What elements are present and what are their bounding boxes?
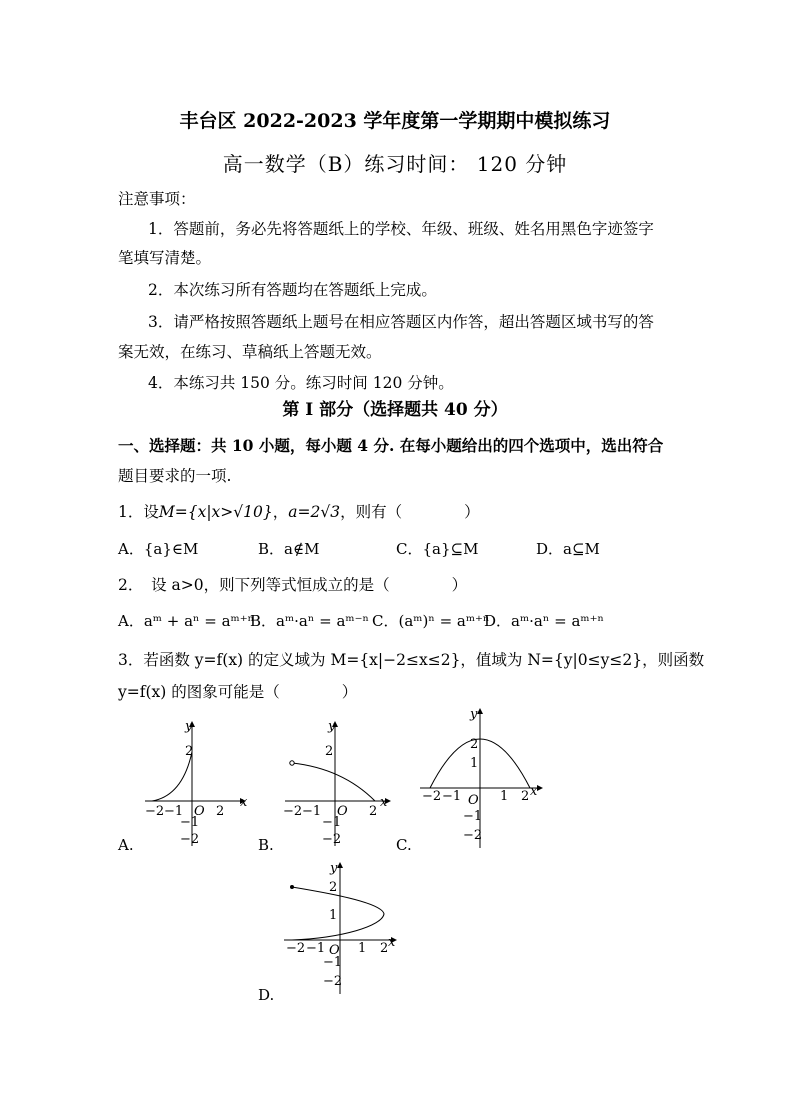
x-tick: −2: [422, 789, 442, 804]
graph-a: [140, 718, 250, 850]
x-tick: −1: [442, 789, 462, 804]
exam-subtitle: 高一数学（B）练习时间： 120 分钟: [222, 152, 568, 176]
y-tick: 2: [185, 744, 194, 759]
q1-stem: 1．设M={x|x>√10}，a=2√3，则有（ ）: [118, 503, 480, 521]
x-label: x: [388, 935, 396, 950]
q2-option-c: C．(aᵐ)ⁿ = aᵐ⁺ⁿ: [372, 612, 490, 630]
q3-stem: 3．若函数 y=f(x) 的定义域为 M={x|−2≤x≤2}，值域为 N={y|0≤y≤2}，则函数: [118, 651, 705, 669]
part1-heading: 第 I 部分（选择题共 40 分）: [282, 400, 508, 420]
function-curve: [292, 887, 384, 940]
open-endpoint: [290, 761, 294, 765]
y-tick: 2: [329, 880, 338, 895]
notice-heading: 注意事项：: [118, 190, 196, 208]
notice-item-4: 4．本练习共 150 分。练习时间 120 分钟。: [148, 374, 454, 392]
graph-b: [280, 718, 395, 850]
x-tick: −2: [286, 941, 306, 956]
x-tick: −2: [283, 804, 303, 819]
graph-c-label: C.: [396, 836, 412, 854]
x-tick: 2: [380, 941, 389, 956]
notice-item-3: 3．请严格按照答题纸上题号在相应答题区内作答，超出答题区域书写的答: [148, 313, 654, 331]
notice-item-1: 1．答题前，务必先将答题纸上的学校、年级、班级、姓名用黑色字迹签字: [148, 220, 654, 238]
page-title: 丰台区 2022-2023 学年度第一学期期中模拟练习: [179, 110, 611, 132]
y-tick: −1: [180, 815, 200, 830]
graph-c: [418, 706, 546, 852]
x-label: x: [380, 795, 388, 810]
graph-d-label: D.: [258, 986, 275, 1004]
q1-option-b: B．a∉M: [258, 540, 320, 558]
function-curve: [152, 752, 192, 801]
x-tick: −1: [302, 804, 322, 819]
y-label: y: [185, 719, 193, 734]
closed-endpoint: [290, 885, 294, 889]
part1-instructions-cont: 题目要求的一项.: [118, 467, 232, 485]
origin-label: O: [194, 804, 205, 819]
q1-option-a: A．{a}∈M: [118, 540, 199, 558]
notice-item-3-cont: 案无效，在练习、草稿纸上答题无效。: [118, 343, 382, 361]
q1-stem-suffix: ，则有（ ）: [340, 503, 480, 521]
y-label: y: [328, 719, 336, 734]
graph-d: [282, 860, 400, 998]
x-tick: 2: [521, 789, 530, 804]
origin-label: O: [329, 943, 340, 958]
y-tick: −2: [323, 974, 343, 989]
notice-item-1-cont: 笔填写清楚。: [118, 249, 212, 267]
y-tick: 1: [470, 756, 479, 771]
y-tick: −1: [322, 815, 342, 830]
y-tick: 2: [470, 737, 479, 752]
x-tick: 1: [358, 941, 367, 956]
q2-option-b: B．aᵐ·aⁿ = aᵐ⁻ⁿ: [250, 612, 370, 630]
y-tick: −2: [180, 832, 200, 847]
x-tick: −1: [306, 941, 326, 956]
x-label: x: [530, 784, 538, 799]
q2-option-d: D．aᵐ·aⁿ = aᵐ⁺ⁿ: [484, 612, 605, 630]
part1-instructions: 一、选择题：共 10 小题，每小题 4 分. 在每小题给出的四个选项中，选出符合: [118, 436, 664, 455]
q2-option-a: A．aᵐ + aⁿ = aᵐ⁺ⁿ: [118, 612, 255, 630]
q2-stem: 2． 设 a>0，则下列等式恒成立的是（ ）: [118, 576, 468, 594]
q1-a-def: a=2√3: [288, 503, 341, 521]
y-label: y: [330, 861, 338, 876]
x-tick: 2: [216, 804, 225, 819]
y-tick: 2: [325, 744, 334, 759]
x-tick: −2: [145, 804, 165, 819]
y-tick: −2: [322, 832, 342, 847]
graph-a-label: A.: [118, 836, 134, 854]
y-label: y: [470, 707, 478, 722]
graph-b-label: B.: [258, 836, 274, 854]
origin-label: O: [468, 793, 479, 808]
function-curve: [292, 763, 375, 801]
x-label: x: [240, 795, 248, 810]
y-tick: −1: [463, 809, 483, 824]
notice-item-2: 2．本次练习所有答题均在答题纸上完成。: [148, 281, 437, 299]
q1-set: M={x|x>√10}: [158, 503, 273, 521]
q1-option-c: C．{a}⊆M: [396, 540, 479, 558]
y-tick: −2: [463, 828, 483, 843]
y-tick: −1: [323, 955, 343, 970]
origin-label: O: [337, 804, 348, 819]
x-tick: 1: [500, 789, 509, 804]
x-tick: −1: [164, 804, 184, 819]
x-tick: 2: [369, 804, 378, 819]
q1-option-d: D．a⊆M: [536, 540, 600, 558]
q1-stem-prefix: 1．设: [118, 503, 159, 521]
y-tick: 1: [329, 908, 338, 923]
q3-stem-cont: y=f(x) 的图象可能是（ ）: [118, 683, 358, 701]
